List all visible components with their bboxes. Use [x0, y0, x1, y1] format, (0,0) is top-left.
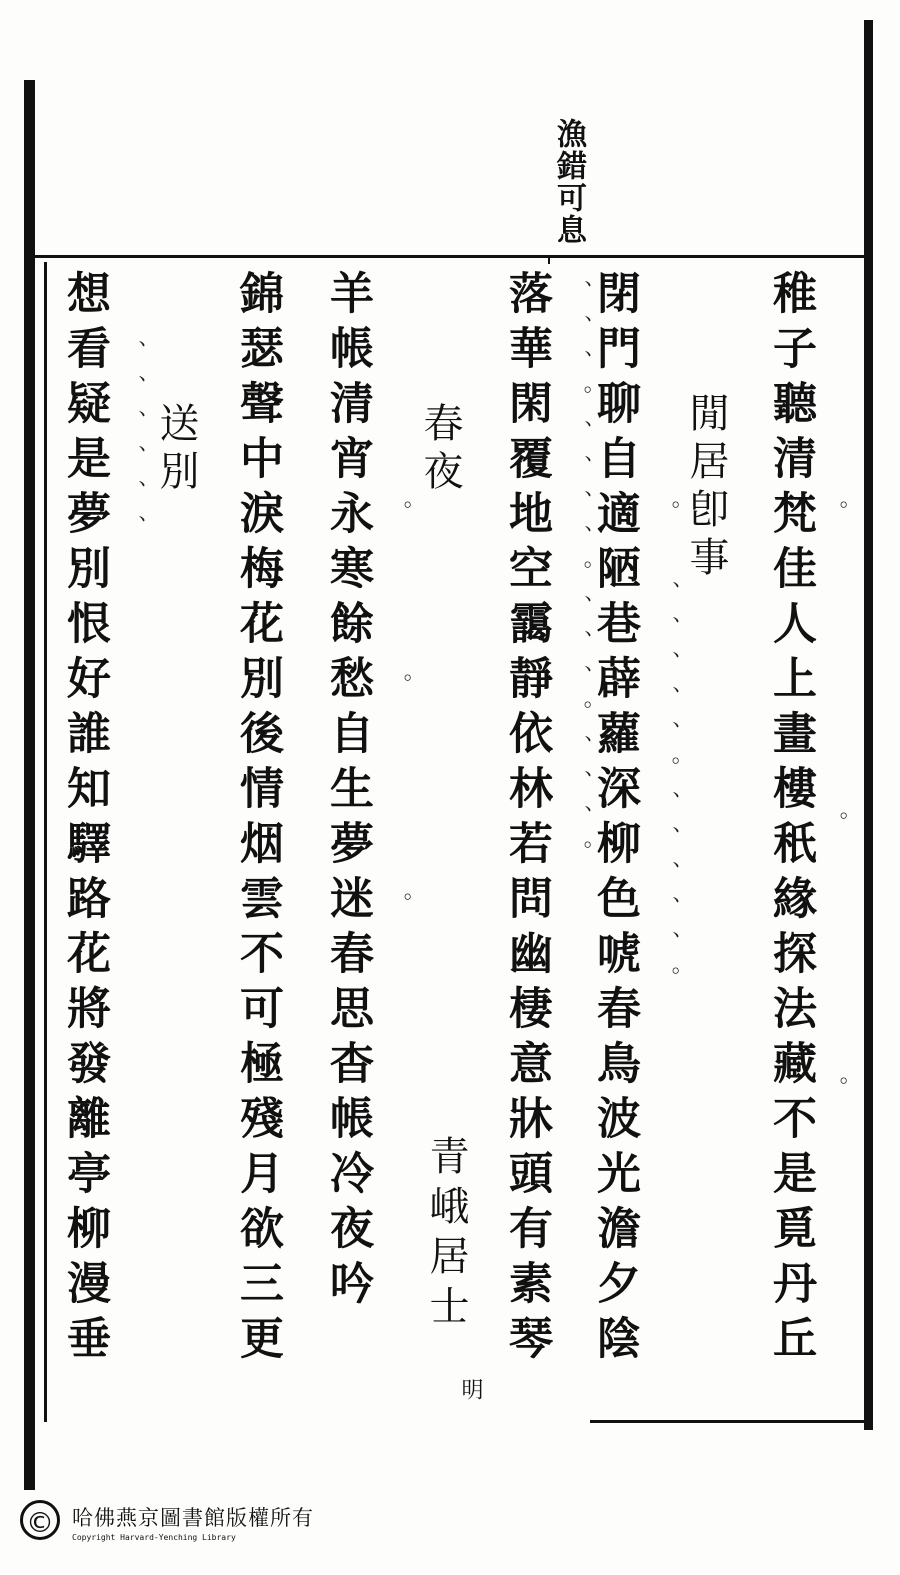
- column-05: 春夜: [417, 402, 463, 498]
- copyright-stamp: [20, 1496, 314, 1552]
- column-09: 想看疑是夢別恨好誰知驛路花將發離亭柳漫垂: [59, 270, 110, 1370]
- punctuation-marks-col4: 、、、。、、、、。、、、。、、、。: [567, 280, 592, 886]
- right-border-rule: [864, 20, 873, 1430]
- top-frame-rule: [35, 255, 864, 258]
- column-01: 稚子聽清梵佳人上畫樓秖緣探法藏不是覓丹丘: [765, 270, 816, 1370]
- author-name: 青峨居士: [423, 1135, 469, 1335]
- left-border-rule: [24, 80, 35, 1490]
- column-03: 閉門聊自適陋巷薜蘿深柳色唬春鳥波光澹夕陰: [589, 270, 640, 1370]
- author-era: 明: [458, 1378, 483, 1400]
- fold-line-top: [548, 258, 550, 264]
- punctuation-marks-col1: 。 。 。: [823, 500, 848, 1122]
- column-08: 送別: [153, 402, 199, 498]
- punctuation-marks-col9: 、、、、、、: [121, 340, 146, 561]
- inner-left-rule: [44, 262, 47, 1422]
- copyright-en-text: Copyright Harvard-Yenching Library: [72, 1533, 236, 1542]
- centre-fold-label: 漁錯可息: [551, 118, 586, 246]
- bottom-frame-rule: [590, 1420, 864, 1423]
- column-04: 落華閑覆地空靄靜依林若問幽棲意牀頭有素琴: [501, 270, 552, 1370]
- punctuation-marks-col6: 。 。 。: [387, 500, 412, 938]
- column-02: 閒居卽事: [683, 392, 729, 584]
- punctuation-marks-col3: 。 、、、、、。、、、、、。: [655, 500, 680, 1012]
- column-06: 羊帳清宵永寒餘愁自生夢迷春思杳帳冷夜吟: [322, 270, 373, 1315]
- copyright-cn-text: 哈佛燕京圖書館版權所有: [72, 1506, 314, 1530]
- column-07: 錦瑟聲中淚梅花別後情烟雲不可極殘月欲三更: [232, 270, 283, 1370]
- copyright-symbol-icon: ©: [20, 1500, 60, 1540]
